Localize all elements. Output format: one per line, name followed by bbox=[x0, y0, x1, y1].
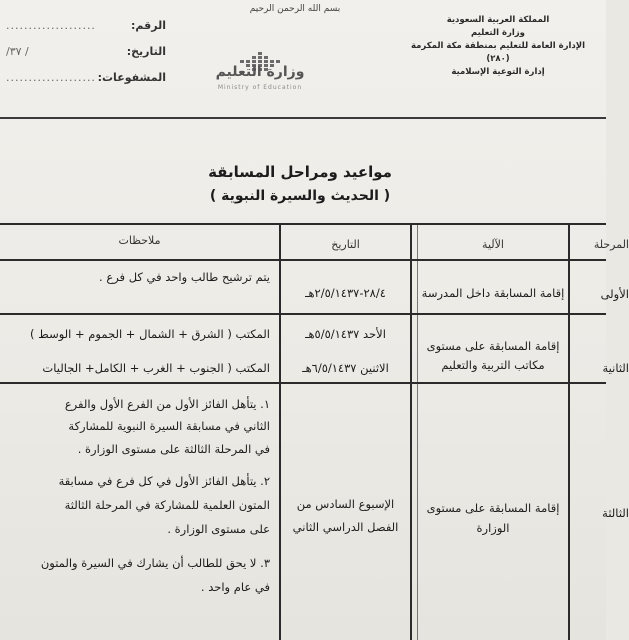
letterhead-line: الإدارة العامة للتعليم بمنطقة مكة المكرمة bbox=[411, 41, 585, 51]
row2-note-1: المكتب ( الشرق + الشمال + الجموم + الوسط ) bbox=[30, 327, 270, 341]
row3-mechanism-line1: إقامة المسابقة على مستوى bbox=[426, 501, 560, 515]
basmala: بسم الله الرحمن الرحيم bbox=[249, 4, 341, 14]
ref-number-value: .................... bbox=[6, 18, 96, 32]
table-border-header bbox=[0, 259, 606, 261]
row3-note-6: على مستوى الوزارة . bbox=[167, 522, 270, 536]
row3-note-4: ٢. يتأهل الفائز الأول في كل فرع في مسابقة bbox=[58, 474, 270, 488]
letterhead-line: المملكة العربية السعودية bbox=[446, 15, 550, 25]
row3-date-line1: الإسبوع السادس من bbox=[296, 497, 395, 511]
row1-stage: الأولى bbox=[600, 287, 629, 301]
ref-attachments-value: .................... bbox=[6, 70, 96, 84]
row1-note: يتم ترشيح طالب واحد في كل فرع . bbox=[99, 270, 270, 284]
row3-stage: الثالثة bbox=[602, 506, 629, 520]
header-mechanism: الآلية bbox=[482, 238, 504, 251]
table-border-row1 bbox=[0, 313, 606, 315]
row2-note-2: المكتب ( الجنوب + الغرب + الكامل+ الجاليات bbox=[42, 361, 270, 375]
row1-mechanism: إقامة المسابقة داخل المدرسة bbox=[421, 286, 565, 300]
row3-note-2: الثاني في مسابقة السيرة النبوية للمشاركة bbox=[68, 419, 270, 433]
letterhead-line: (٢٨٠) bbox=[486, 54, 510, 64]
row1-date: ٢٨/٤-٢/٥/١٤٣٧هـ bbox=[305, 286, 386, 300]
letterhead-line: وزارة التعليم bbox=[471, 28, 525, 38]
header-stage: المرحلة bbox=[593, 238, 629, 251]
row3-date-line2: الفصل الدراسي الثاني bbox=[292, 520, 399, 534]
letterhead-line: إدارة التوعية الإسلامية bbox=[451, 67, 545, 77]
ref-attachments-label: المشفوعات: bbox=[97, 70, 166, 84]
ref-date-label: التاريخ: bbox=[126, 44, 166, 58]
ref-date-value: / ٣٧/ bbox=[6, 44, 29, 58]
logo-wordmark: وزارة التعليم bbox=[215, 64, 305, 80]
row2-date-line1: الأحد ٥/٥/١٤٣٧هـ bbox=[305, 327, 386, 341]
row2-date-line2: الاثنين ٦/٥/١٤٣٧هـ bbox=[302, 361, 389, 375]
ref-number-label: الرقم: bbox=[131, 18, 166, 32]
row3-note-5: المتون العلمية للمشاركة في المرحلة الثالثة bbox=[64, 498, 270, 512]
header-date: التاريخ bbox=[331, 238, 360, 251]
row3-note-8: في عام واحد . bbox=[200, 580, 270, 594]
logo-subtext: Ministry of Education bbox=[217, 84, 303, 91]
table-divider-date bbox=[410, 223, 412, 640]
row3-note-1: ١. يتأهل الفائز الأول من الفرع الأول والفرع bbox=[64, 397, 270, 411]
row2-mechanism-line2: مكاتب التربية والتعليم bbox=[441, 358, 545, 372]
row3-note-3: في المرحلة الثالثة على مستوى الوزارة . bbox=[77, 442, 270, 456]
row2-stage: الثانية bbox=[602, 361, 629, 375]
row3-mechanism-line2: الوزارة bbox=[476, 521, 510, 535]
row2-mechanism-line1: إقامة المسابقة على مستوى bbox=[426, 339, 560, 353]
header-notes: ملاحظات bbox=[118, 234, 161, 247]
table-border-top bbox=[0, 223, 606, 225]
page-title: مواعيد ومراحل المسابقة bbox=[208, 163, 392, 181]
page-subtitle: ( الحديث والسيرة النبوية ) bbox=[209, 188, 391, 204]
row3-note-7: ٣. لا يحق للطالب أن يشارك في السيرة والمتون bbox=[40, 556, 270, 570]
table-border-row2 bbox=[0, 382, 606, 384]
